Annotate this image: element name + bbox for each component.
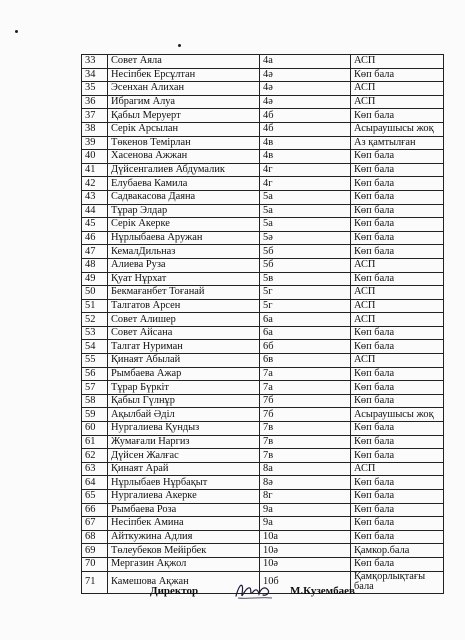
student-name: Дүйсен Жалғас xyxy=(108,449,260,463)
status: АСП xyxy=(351,462,444,476)
status: Көп бала xyxy=(351,381,444,395)
row-number: 38 xyxy=(82,122,108,136)
status: АСП xyxy=(351,313,444,327)
row-number: 50 xyxy=(82,286,108,300)
row-number: 35 xyxy=(82,82,108,96)
student-name: Бекмағанбет Тоғанай xyxy=(108,286,260,300)
status: Аз қамтылған xyxy=(351,136,444,150)
status: АСП xyxy=(351,299,444,313)
director-title: Директор xyxy=(150,585,199,597)
status: Көп бала xyxy=(351,177,444,191)
class-grade: 7в xyxy=(260,449,351,463)
class-grade: 4в xyxy=(260,150,351,164)
row-number: 71 xyxy=(82,571,108,593)
row-number: 70 xyxy=(82,557,108,571)
row-number: 47 xyxy=(82,245,108,259)
class-grade: 9а xyxy=(260,503,351,517)
class-grade: 10ә xyxy=(260,557,351,571)
table-row xyxy=(82,530,444,544)
class-grade: 7б xyxy=(260,394,351,408)
status: Көп бала xyxy=(351,150,444,164)
student-name: Совет Алишер xyxy=(108,313,260,327)
student-name: Талгатов Арсен xyxy=(108,299,260,313)
table-row xyxy=(82,503,444,517)
speck-mark xyxy=(15,30,18,33)
row-number: 36 xyxy=(82,95,108,109)
table-row xyxy=(82,381,444,395)
row-number: 67 xyxy=(82,517,108,531)
row-number: 45 xyxy=(82,218,108,232)
row-number: 66 xyxy=(82,503,108,517)
faint-bleed-through xyxy=(210,10,300,20)
status: Көп бала xyxy=(351,517,444,531)
row-number: 58 xyxy=(82,394,108,408)
status: АСП xyxy=(351,354,444,368)
table-row xyxy=(82,422,444,436)
class-grade: 10ә xyxy=(260,544,351,558)
class-grade: 4в xyxy=(260,136,351,150)
student-name: Тұрар Бүркіт xyxy=(108,381,260,395)
student-name: Хасенова Ажжан xyxy=(108,150,260,164)
student-name: Қуат Нұрхат xyxy=(108,272,260,286)
table-row xyxy=(82,476,444,490)
row-number: 61 xyxy=(82,435,108,449)
class-grade: 5а xyxy=(260,218,351,232)
row-number: 41 xyxy=(82,163,108,177)
status: Көп бала xyxy=(351,490,444,504)
student-name: Серік Арсылан xyxy=(108,122,260,136)
status: Асыраушысы жоқ xyxy=(351,122,444,136)
roster-body xyxy=(82,55,444,594)
speck-mark xyxy=(178,44,181,47)
status: Көп бала xyxy=(351,326,444,340)
table-row xyxy=(82,82,444,96)
row-number: 51 xyxy=(82,299,108,313)
class-grade: 4б xyxy=(260,109,351,123)
class-grade: 4а xyxy=(260,55,351,69)
row-number: 39 xyxy=(82,136,108,150)
status: Көп бала xyxy=(351,340,444,354)
row-number: 48 xyxy=(82,258,108,272)
table-row xyxy=(82,245,444,259)
status: АСП xyxy=(351,286,444,300)
student-name: КемалДильназ xyxy=(108,245,260,259)
table-row xyxy=(82,408,444,422)
row-number: 62 xyxy=(82,449,108,463)
status: Көп бала xyxy=(351,557,444,571)
table-row xyxy=(82,449,444,463)
student-name: Совет Аяла xyxy=(108,55,260,69)
row-number: 33 xyxy=(82,55,108,69)
table-row xyxy=(82,204,444,218)
class-grade: 6а xyxy=(260,313,351,327)
status: Көп бала xyxy=(351,422,444,436)
status: Қамқорлықтағы бала xyxy=(351,571,444,593)
table-row xyxy=(82,435,444,449)
row-number: 46 xyxy=(82,231,108,245)
table-row xyxy=(82,490,444,504)
row-number: 49 xyxy=(82,272,108,286)
status: Көп бала xyxy=(351,272,444,286)
class-grade: 4б xyxy=(260,122,351,136)
table-row xyxy=(82,326,444,340)
row-number: 64 xyxy=(82,476,108,490)
class-grade: 7в xyxy=(260,435,351,449)
table-row xyxy=(82,150,444,164)
row-number: 54 xyxy=(82,340,108,354)
table-row xyxy=(82,55,444,69)
status: Көп бала xyxy=(351,530,444,544)
student-name: Ақылбай Әділ xyxy=(108,408,260,422)
class-grade: 9а xyxy=(260,517,351,531)
table-row xyxy=(82,286,444,300)
class-grade: 10б xyxy=(260,571,351,593)
status: Көп бала xyxy=(351,245,444,259)
class-grade: 5г xyxy=(260,286,351,300)
row-number: 42 xyxy=(82,177,108,191)
table-row xyxy=(82,557,444,571)
class-grade: 5г xyxy=(260,299,351,313)
student-name: Нургалиева Акерке xyxy=(108,490,260,504)
status: Көп бала xyxy=(351,218,444,232)
student-name: Қинаят Абылай xyxy=(108,354,260,368)
table-row xyxy=(82,177,444,191)
student-name: Талгат Нуриман xyxy=(108,340,260,354)
table-row xyxy=(82,109,444,123)
row-number: 56 xyxy=(82,367,108,381)
table-row xyxy=(82,231,444,245)
row-number: 59 xyxy=(82,408,108,422)
status: Көп бала xyxy=(351,68,444,82)
table-row xyxy=(82,367,444,381)
status: Көп бала xyxy=(351,367,444,381)
row-number: 40 xyxy=(82,150,108,164)
row-number: 57 xyxy=(82,381,108,395)
student-name: Айткужина Адлия xyxy=(108,530,260,544)
table-row xyxy=(82,136,444,150)
class-grade: 7б xyxy=(260,408,351,422)
status: Көп бала xyxy=(351,435,444,449)
student-name: Садвакасова Даяна xyxy=(108,190,260,204)
table-row xyxy=(82,354,444,368)
student-roster-table xyxy=(81,54,444,594)
status: Көп бала xyxy=(351,204,444,218)
student-name: Жумағали Наргиз xyxy=(108,435,260,449)
table-row xyxy=(82,544,444,558)
table-row xyxy=(82,272,444,286)
class-grade: 6а xyxy=(260,326,351,340)
class-grade: 7а xyxy=(260,381,351,395)
row-number: 37 xyxy=(82,109,108,123)
table-row xyxy=(82,517,444,531)
student-name: Камешова Ақжан xyxy=(108,571,260,593)
table-row xyxy=(82,340,444,354)
student-name: Эсенхан Алихан xyxy=(108,82,260,96)
student-name: Алиева Руза xyxy=(108,258,260,272)
class-grade: 4ә xyxy=(260,95,351,109)
status: АСП xyxy=(351,55,444,69)
student-name: Рымбаева Ажар xyxy=(108,367,260,381)
table-row xyxy=(82,95,444,109)
row-number: 44 xyxy=(82,204,108,218)
status: Көп бала xyxy=(351,109,444,123)
table-row xyxy=(82,163,444,177)
class-grade: 4ә xyxy=(260,68,351,82)
class-grade: 4ә xyxy=(260,82,351,96)
class-grade: 7в xyxy=(260,422,351,436)
status: Қамкор.бала xyxy=(351,544,444,558)
status: Көп бала xyxy=(351,476,444,490)
row-number: 63 xyxy=(82,462,108,476)
class-grade: 6в xyxy=(260,354,351,368)
row-number: 68 xyxy=(82,530,108,544)
row-number: 55 xyxy=(82,354,108,368)
student-name: Тұрар Элдар xyxy=(108,204,260,218)
class-grade: 5б xyxy=(260,245,351,259)
table-row xyxy=(82,190,444,204)
class-grade: 5в xyxy=(260,272,351,286)
class-grade: 5б xyxy=(260,258,351,272)
student-name: Серік Акерке xyxy=(108,218,260,232)
student-name: Елубаева Камила xyxy=(108,177,260,191)
student-name: Нургалиева Қундыз xyxy=(108,422,260,436)
table-row xyxy=(82,299,444,313)
student-name: Несіпбек Ерсұлтан xyxy=(108,68,260,82)
table-row xyxy=(82,68,444,82)
table-row xyxy=(82,122,444,136)
row-number: 34 xyxy=(82,68,108,82)
class-grade: 8ә xyxy=(260,476,351,490)
table-row xyxy=(82,313,444,327)
student-name: Нұрлыбаев Нұрбақыт xyxy=(108,476,260,490)
row-number: 69 xyxy=(82,544,108,558)
handwritten-signature xyxy=(232,578,274,604)
class-grade: 8а xyxy=(260,462,351,476)
class-grade: 8г xyxy=(260,490,351,504)
student-name: Дүйсенгалиев Абдумалик xyxy=(108,163,260,177)
class-grade: 4г xyxy=(260,177,351,191)
table-row xyxy=(82,218,444,232)
row-number: 60 xyxy=(82,422,108,436)
status: Көп бала xyxy=(351,449,444,463)
student-name: Нұрлыбаева Аружан xyxy=(108,231,260,245)
table-row xyxy=(82,258,444,272)
student-name: Рымбаева Роза xyxy=(108,503,260,517)
student-name: Совет Айсана xyxy=(108,326,260,340)
student-name: Қинаят Арай xyxy=(108,462,260,476)
class-grade: 5а xyxy=(260,204,351,218)
status: Көп бала xyxy=(351,190,444,204)
status: Көп бала xyxy=(351,394,444,408)
student-name: Қабыл Гүлнұр xyxy=(108,394,260,408)
student-name: Төкенов Темірлан xyxy=(108,136,260,150)
class-grade: 5а xyxy=(260,190,351,204)
signature-footer xyxy=(0,582,465,602)
status: АСП xyxy=(351,95,444,109)
director-name: М.Кузембаев xyxy=(290,585,355,597)
class-grade: 6б xyxy=(260,340,351,354)
row-number: 53 xyxy=(82,326,108,340)
status: АСП xyxy=(351,82,444,96)
class-grade: 4г xyxy=(260,163,351,177)
student-name: Қабыл Меруерт xyxy=(108,109,260,123)
table-row xyxy=(82,394,444,408)
status: Көп бала xyxy=(351,231,444,245)
row-number: 43 xyxy=(82,190,108,204)
student-name: Төлеубеков Мейірбек xyxy=(108,544,260,558)
class-grade: 5ә xyxy=(260,231,351,245)
row-number: 65 xyxy=(82,490,108,504)
student-name: Мергазин Ақжол xyxy=(108,557,260,571)
status: Көп бала xyxy=(351,163,444,177)
class-grade: 10а xyxy=(260,530,351,544)
status: Асыраушысы жоқ xyxy=(351,408,444,422)
row-number: 52 xyxy=(82,313,108,327)
student-name: Ибрагим Алуа xyxy=(108,95,260,109)
status: АСП xyxy=(351,258,444,272)
class-grade: 7а xyxy=(260,367,351,381)
status: Көп бала xyxy=(351,503,444,517)
table-row xyxy=(82,462,444,476)
student-name: Несіпбек Амина xyxy=(108,517,260,531)
